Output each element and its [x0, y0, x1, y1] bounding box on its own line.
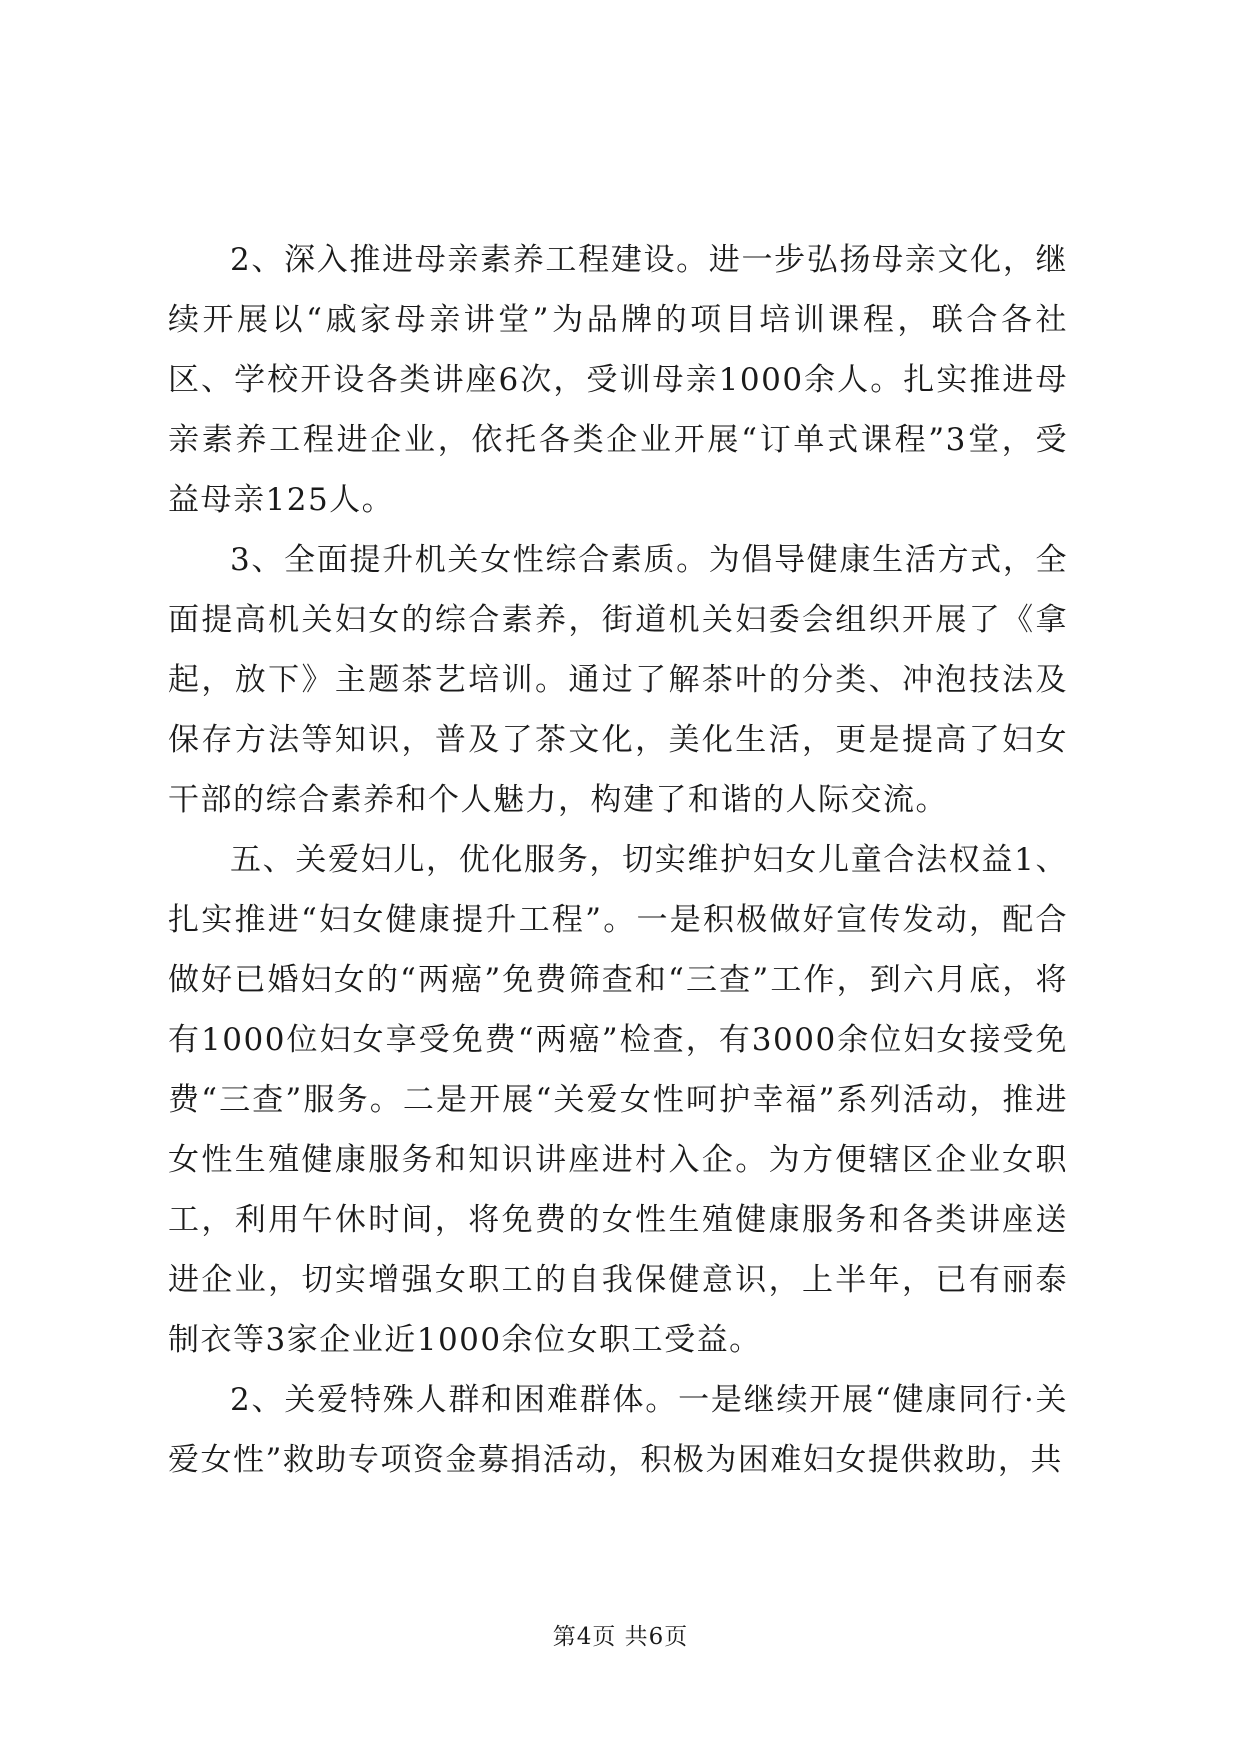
document-body: [168, 230, 1068, 1490]
paragraph-mother-literacy: 2、深入推进母亲素养工程建设。进一步弘扬母亲文化，继续开展以“戚家母亲讲堂”为品牌的项目培训课程，联合各社区、学校开设各类讲座6次，受训母亲1000余人。扎实推进母亲素养工程进企业，依托各类企业开展“订单式课程”3堂，受益母亲125人。: [168, 242, 1068, 518]
page-footer: 第4页 共6页: [552, 1624, 689, 1650]
paragraph-special-groups: 2、关爱特殊人群和困难群体。一是继续开展“健康同行·关爱女性”救助专项资金募捐活动，积极为困难妇女提供救助，共: [168, 1382, 1068, 1478]
paragraph-care-women-children: 五、关爱妇儿，优化服务，切实维护妇女儿童合法权益1、扎实推进“妇女健康提升工程”。一是积极做好宣传发动，配合做好已婚妇女的“两癌”免费筛查和“三查”工作，到六月底，将有1000位妇女享受免费“两癌”检查，有3000余位妇女接受免费“三查”服务。二是开展“关爱女性呵护幸福”系列活动，推进女性生殖健康服务和知识讲座进村入企。为方便辖区企业女职工，利用午休时间，将免费的女性生殖健康服务和各类讲座送进企业，切实增强女职工的自我保健意识，上半年，已有丽泰制衣等3家企业近1000余位女职工受益。: [168, 842, 1068, 1358]
paragraph-women-quality: 3、全面提升机关女性综合素质。为倡导健康生活方式，全面提高机关妇女的综合素养，街道机关妇委会组织开展了《拿起，放下》主题茶艺培训。通过了解茶叶的分类、冲泡技法及保存方法等知识，普及了茶文化，美化生活，更是提高了妇女干部的综合素养和个人魅力，构建了和谐的人际交流。: [168, 542, 1068, 818]
